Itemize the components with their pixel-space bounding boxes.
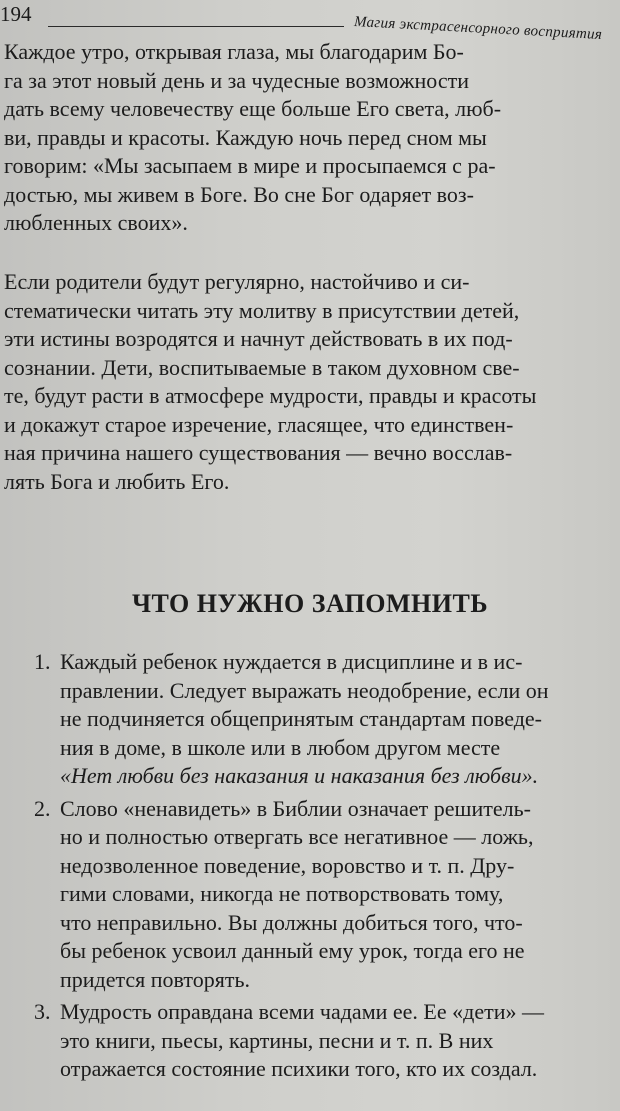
text-line: Если родители будут регулярно, настойчиво и си- [4, 269, 470, 294]
section-title: ЧТО НУЖНО ЗАПОМНИТЬ [131, 589, 489, 618]
text-line: ния в доме, в школе или в любом другом месте [60, 734, 501, 760]
text-line: Каждое утро, открывая глаза, мы благодарим Бо- [4, 39, 464, 64]
text-line: ви, правды и красоты. Каждую ночь перед сном мы [4, 124, 487, 150]
text-line: правлении. Следует выражать неодобрение, если он [60, 677, 549, 703]
list-item [0, 998, 620, 1084]
running-title: Магия экстрасенсорного восприятия [353, 14, 603, 43]
text-line: сознании. Дети, воспитываемые в таком духовном све- [4, 354, 520, 380]
text-line: это книги, пьесы, картины, песни и т. п. В них [60, 1027, 494, 1053]
text-line: говорим: «Мы засыпаем в мире и просыпаемся с ра- [4, 153, 496, 178]
list-item-number: 2. [34, 795, 51, 821]
text-line: те, будут расти в атмосфере мудрости, правды и красоты [4, 383, 537, 408]
text-line: стематически читать эту молитву в присутствии детей, [4, 297, 520, 323]
key-points-list [0, 648, 620, 1088]
text-line: отражается состояние психики того, кто их создал. [60, 1056, 538, 1081]
page-number: 194 [0, 2, 32, 26]
text-line: что неправильно. Вы должны добиться того, что- [60, 909, 523, 935]
list-item [0, 795, 620, 995]
text-line: ная причина нашего существования — вечно восслав- [4, 440, 513, 465]
list-item-number: 1. [34, 649, 51, 674]
text-line: Слово «ненавидеть» в Библии означает решитель- [60, 795, 531, 821]
quote-line: «Нет любви без наказания и наказания без любви». [60, 763, 539, 788]
text-line: га за этот новый день и за чудесные возможности [4, 67, 469, 93]
text-line: лять Бога и любить Его. [4, 468, 230, 494]
text-line: Мудрость оправдана всеми чадами ее. Ее «дети» — [60, 999, 544, 1024]
text-line: дать всему человечеству еще больше Его света, люб- [4, 96, 502, 121]
list-item [0, 648, 620, 791]
text-line: эти истины возродятся и начнут действовать в их под- [4, 326, 513, 351]
text-line: но и полностью отвергать все негативное — ложь, [60, 824, 534, 849]
text-line: гими словами, никогда не потворствовать тому, [60, 881, 504, 906]
text-line: любленных своих». [4, 210, 188, 235]
text-line: бы ребенок усвоил данный ему урок, тогда его не [60, 938, 525, 963]
text-line: Каждый ребенок нуждается в дисциплине и в ис- [60, 649, 523, 674]
text-line: достью, мы живем в Боге. Во сне Бог одаряет воз- [4, 181, 474, 207]
list-item-number: 3. [34, 999, 51, 1024]
header-rule [48, 26, 344, 27]
text-line: придется повторять. [60, 966, 250, 992]
text-line: не подчиняется общепринятым стандартам поведе- [60, 706, 543, 731]
text-line: недозволенное поведение, воровство и т. п. Дру- [60, 852, 515, 878]
paragraph-1 [4, 38, 600, 238]
text-line: и докажут старое изречение, гласящее, что единствен- [4, 411, 514, 437]
paragraph-2 [4, 268, 600, 496]
